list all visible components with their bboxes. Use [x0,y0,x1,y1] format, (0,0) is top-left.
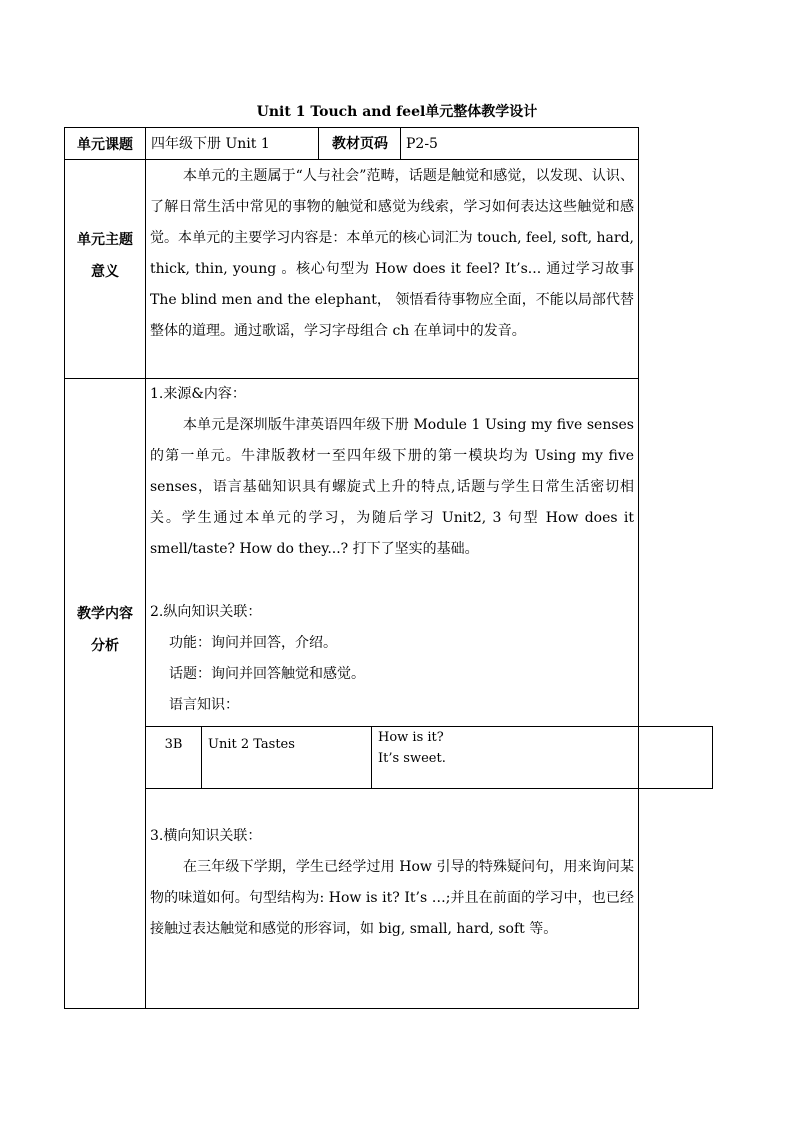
function-line: 功能：询问并回答，介绍。 [169,635,337,651]
table-border-right-lower [638,789,639,1009]
page-label: 教材页码 [332,136,388,152]
inner-table-div3 [638,726,639,789]
theme-label-line2: 意义 [91,264,119,280]
unit-topic-label: 单元课题 [77,137,133,153]
table-rule-row1 [64,159,639,160]
inner-grade: 3B [164,737,183,752]
inner-sentence-2: It’s sweet. [378,751,446,766]
table-col-divider [145,127,146,727]
page-value: P2-5 [406,136,438,152]
table-border-bottom [64,1008,639,1009]
row1-divider-b [400,127,401,160]
table-border-left [64,127,65,1009]
content-label-line1: 教学内容 [77,606,133,622]
table-border-right [638,127,639,727]
source-paragraph: 本单元是深圳版牛津英语四年级下册 Module 1 Using my five senses 的第一单元。牛津版教材一至四年级下册的第一模块均为 Using my five senses，语言基础知识具有螺旋式上升的特点,话题与学生日常生活密切相关。学生通过本单元的学习，为随后学习 Unit2, 3 句型 How does it smell/taste? How do they...? 打下了坚实的基础。 [150,417,634,557]
inner-table-div1 [201,726,202,789]
inner-table-top [145,726,713,727]
inner-table-div2 [371,726,372,789]
source-heading: 1.来源&内容： [150,386,246,402]
table-col-divider-lower [145,789,146,1009]
inner-table-right [712,726,713,789]
vertical-heading: 2.纵向知识关联： [150,604,262,620]
unit-topic-value: 四年级下册 Unit 1 [151,136,270,152]
theme-label-line1: 单元主题 [77,232,133,248]
theme-paragraph: 本单元的主题属于“人与社会”范畴，话题是触觉和感觉，以发现、认识、了解日常生活中常见的事物的触觉和感觉为线索，学习如何表达这些触觉和感觉。本单元的主要学习内容是：本单元的核心词汇为 touch, feel, soft, hard, thick, thin, young 。核心句型为 How does it feel? It’s... 通过学习故事 The blind men and the elephant， 领悟看待事物应全面，不能以局部代替整体的道理。通过歌谣，学习字母组合 ch 在单词中的发音。 [150,168,634,339]
row1-divider-a [318,127,319,160]
content-label-line2: 分析 [91,638,119,654]
horizontal-heading: 3.横向知识关联： [150,828,262,844]
language-line: 语言知识： [169,697,239,713]
table-border-top [64,127,639,128]
horizontal-paragraph: 在三年级下学期，学生已经学过用 How 引导的特殊疑问句，用来询问某物的味道如何。句型结构为: How is it? It’s …;并且在前面的学习中，也已经接触过表达触觉和感觉的形容词，如 big, small, hard, soft 等。 [150,859,634,937]
inner-table-bottom [145,788,713,789]
inner-unit: Unit 2 Tastes [208,737,295,752]
inner-sentence-1: How is it? [378,730,444,745]
topic-line: 话题：询问并回答触觉和感觉。 [169,666,365,682]
document-title: Unit 1 Touch and feel单元整体教学设计 [256,104,538,120]
